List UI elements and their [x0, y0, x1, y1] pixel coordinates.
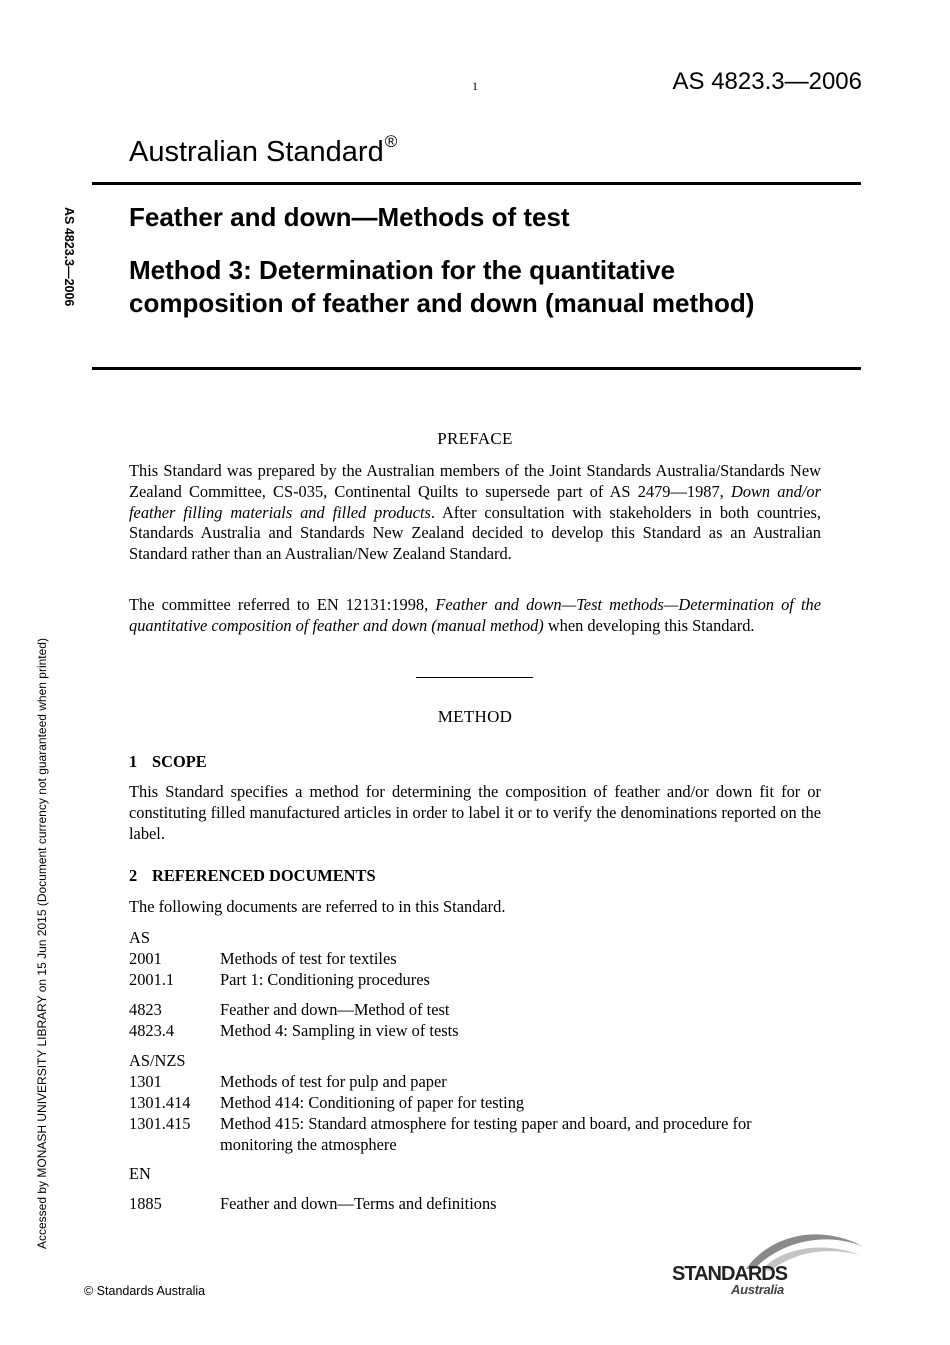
ref-code: 4823	[129, 1000, 162, 1019]
logo-subtitle: Australia	[731, 1282, 784, 1297]
title-bottom-rule	[92, 367, 861, 370]
series-title	[129, 132, 398, 169]
ref-item	[129, 1092, 820, 1113]
scope-title: SCOPE	[152, 752, 207, 771]
ref-item	[129, 1071, 820, 1092]
ref-group-asnzs	[129, 1050, 820, 1155]
scope-number: 1	[129, 752, 138, 771]
references-intro: The following documents are referred to in this Standard.	[129, 897, 506, 916]
top-rule	[92, 182, 861, 185]
access-note: Accessed by MONASH UNIVERSITY LIBRARY on 15 Jun 2015 (Document currency not guaranteed when printed)	[35, 638, 49, 1249]
ref-title: Method 4: Sampling in view of tests	[220, 1021, 459, 1040]
ref-code: 1301.415	[129, 1114, 191, 1133]
ref-title: Methods of test for textiles	[220, 949, 397, 968]
ref-item	[129, 948, 820, 969]
ref-code: 1301	[129, 1072, 162, 1091]
ref-title: Feather and down—Terms and definitions	[220, 1194, 497, 1213]
registered-mark: ®	[384, 132, 398, 151]
ref-group-label: AS/NZS	[129, 1051, 186, 1070]
preface-p1-text-a: This Standard was prepared by the Australian members of the Joint Standards Australia/Standards New Zealand Committee, CS-035, Continental Quilts to supersede part of AS 2479—1987,	[129, 461, 821, 501]
scope-text: This Standard specifies a method for determining the composition of feather and/or down fit for or constituting filled manufactured articles in order to label it or to verify the denominations reported on the label.	[129, 782, 821, 843]
preface-p1-text-b: . After consultation with stakeholders in both countries, Standards Australia and Standards New Zealand decided to develop this Standard as an Australian Standard rather than an Australian/New Zealand Standard.	[129, 502, 822, 564]
preface-p2-text-a: The committee referred to EN 12131:1998,	[129, 595, 436, 614]
preface-paragraph-2	[129, 595, 821, 637]
ref-group-as-2	[129, 999, 820, 1041]
section-divider	[416, 677, 533, 678]
ref-title: Feather and down—Method of test	[220, 1000, 450, 1019]
references-title: REFERENCED DOCUMENTS	[152, 866, 376, 885]
ref-item	[129, 1020, 820, 1041]
ref-code: 4823.4	[129, 1021, 175, 1040]
ref-item	[129, 999, 820, 1020]
standards-australia-logo	[670, 1225, 870, 1297]
ref-group-en	[129, 1163, 820, 1214]
ref-group-as	[129, 927, 820, 990]
preface-p2-italic: Feather and down—Test methods—Determination of the quantitative composition of feather and down (manual method)	[129, 595, 822, 635]
ref-item	[129, 1113, 820, 1155]
copyright-notice: © Standards Australia	[84, 1284, 206, 1298]
ref-code: 2001	[129, 949, 162, 968]
preface-p2-text-b: when developing this Standard.	[543, 615, 755, 635]
logo-wordmark: STANDARDS	[672, 1263, 788, 1285]
ref-title: Methods of test for pulp and paper	[220, 1072, 447, 1091]
preface-p1-italic: Down and/or feather filling materials and filled products	[129, 481, 821, 522]
method-heading: METHOD	[437, 707, 513, 726]
preface-heading: PREFACE	[437, 429, 513, 448]
ref-item	[129, 1193, 820, 1214]
document-title: Feather and down—Methods of test	[129, 202, 570, 232]
series-title-text: Australian Standard	[129, 136, 384, 168]
ref-title: Method 415: Standard atmosphere for testing paper and board, and procedure for monitoring the atmosphere	[220, 1114, 752, 1154]
references-number: 2	[129, 866, 138, 885]
ref-group-label: AS	[129, 928, 150, 947]
ref-code: 1885	[129, 1194, 162, 1213]
standard-number: AS 4823.3—2006	[672, 68, 862, 95]
preface-paragraph-1	[129, 461, 821, 565]
references-heading	[129, 866, 376, 886]
scope-heading	[129, 752, 207, 772]
ref-title: Part 1: Conditioning procedures	[220, 970, 430, 989]
ref-code: 1301.414	[129, 1093, 191, 1112]
ref-code: 2001.1	[129, 970, 175, 989]
page-number: 1	[472, 79, 478, 93]
ref-item	[129, 969, 820, 990]
ref-title: Method 414: Conditioning of paper for testing	[220, 1093, 525, 1112]
ref-group-label: EN	[129, 1164, 151, 1183]
spine-label: AS 4823.3—2006	[62, 207, 76, 307]
document-subtitle: Method 3: Determination for the quantitative composition of feather and down (manual method)	[129, 255, 755, 318]
